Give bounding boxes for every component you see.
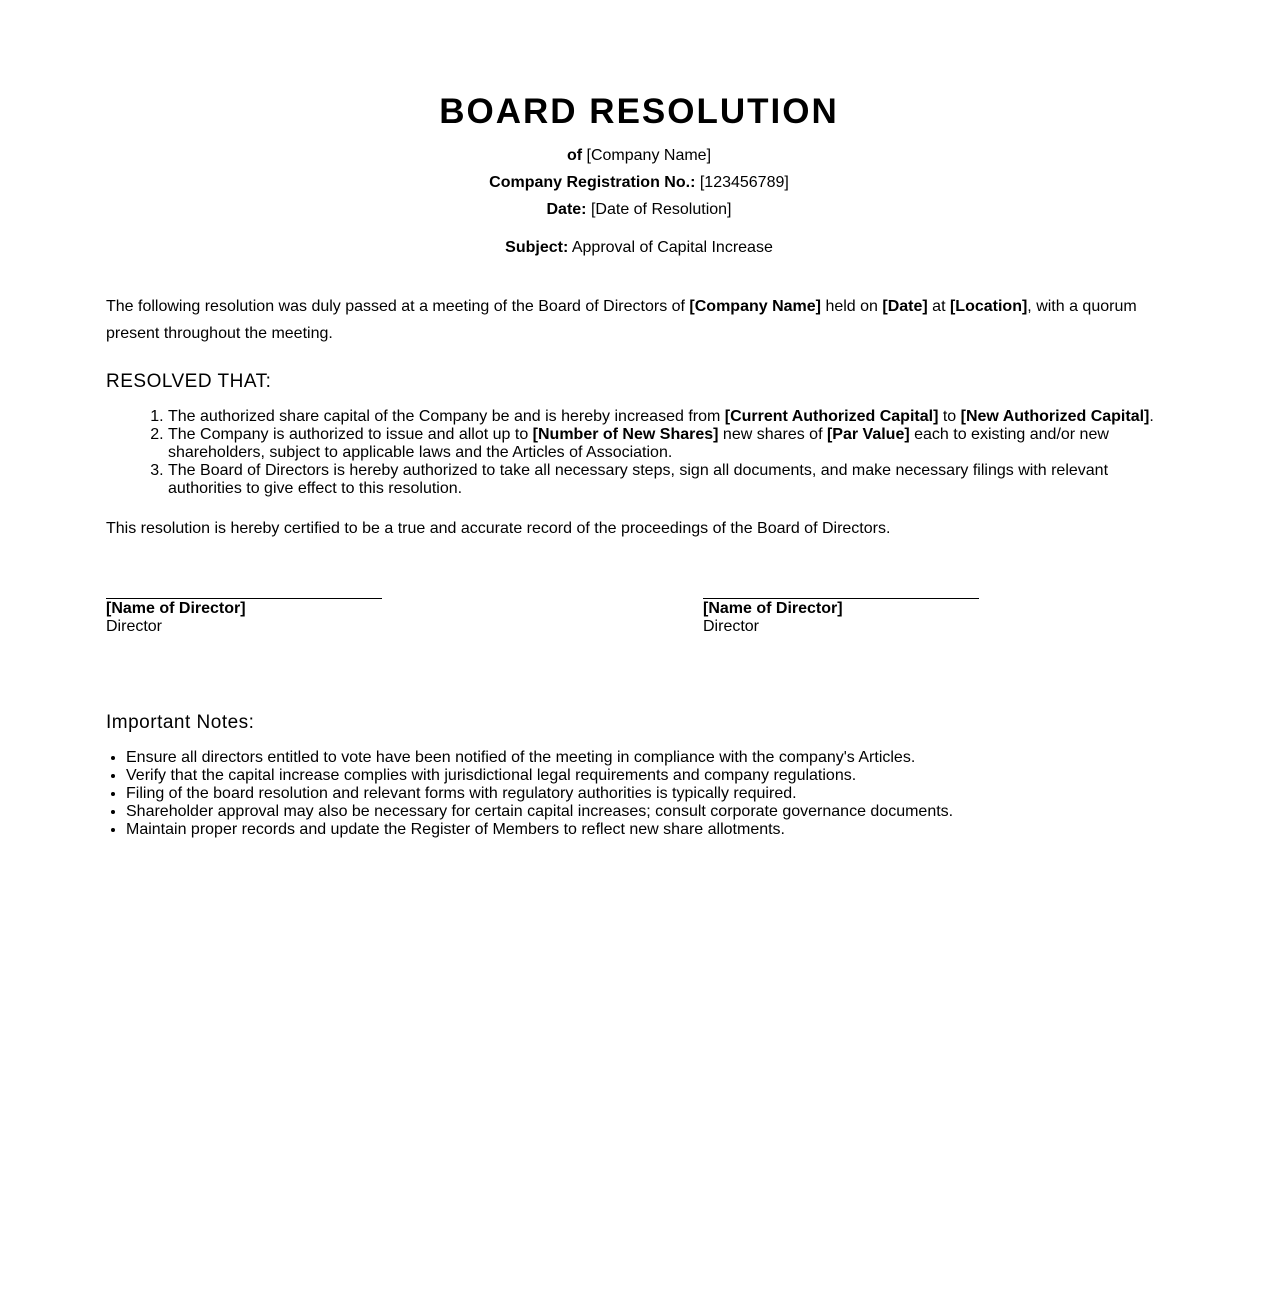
intro-text: The following resolution was duly passed at a meeting of the Board of Directors of <box>106 298 690 315</box>
notes-list <box>106 749 1166 839</box>
director-name: [Name of Director] <box>106 600 246 617</box>
intro-date: [Date] <box>882 298 928 315</box>
signature-line <box>106 581 382 599</box>
subject-line <box>0 238 1278 258</box>
resolution-item <box>168 408 1168 426</box>
intro-text: at <box>927 298 950 315</box>
note-item: • Filing of the board resolution and relevant forms with regulatory authorities is typically required. <box>126 785 1166 803</box>
signature-block-1 <box>106 581 382 636</box>
certification-statement: This resolution is hereby certified to be a true and accurate record of the proceedings of the Board of Directors. <box>106 520 891 537</box>
date-line <box>0 200 1278 220</box>
resolution-item <box>168 426 1168 462</box>
registration-label: Company Registration No.: <box>489 174 696 191</box>
director-role: Director <box>106 618 163 635</box>
resolution-placeholder: [Number of New Shares] <box>532 426 719 443</box>
resolution-text: to <box>938 408 961 425</box>
resolution-text: The authorized share capital of the Company be and is hereby increased from <box>168 408 725 425</box>
note-item: • Ensure all directors entitled to vote have been notified of the meeting in compliance with the company's Articles. <box>126 749 1166 767</box>
intro-paragraph <box>106 293 1166 347</box>
date-label: Date: <box>546 201 587 218</box>
registration-value: [123456789] <box>699 174 789 191</box>
note-item: • Maintain proper records and update the Register of Members to reflect new share allotments. <box>126 821 1166 839</box>
registration-line <box>0 173 1278 193</box>
intro-company: [Company Name] <box>689 298 821 315</box>
note-item: • Shareholder approval may also be necessary for certain capital increases; consult corporate governance documents. <box>126 803 1166 821</box>
signature-line <box>703 581 979 599</box>
resolution-list <box>106 408 1168 498</box>
intro-text: , with a quorum present throughout the meeting. <box>106 298 1137 342</box>
resolution-text: The Board of Directors is hereby authorized to take all necessary steps, sign all documents, and make necessary filings with relevant authorities to give effect to this resolution. <box>168 462 1109 497</box>
signature-block-2 <box>703 581 979 636</box>
director-role: Director <box>703 618 760 635</box>
subject-value: Approval of Capital Increase <box>571 239 773 256</box>
note-item: • Verify that the capital increase complies with jurisdictional legal requirements and company regulations. <box>126 767 1166 785</box>
document-title: BOARD RESOLUTION <box>439 92 839 131</box>
resolution-placeholder: [Current Authorized Capital] <box>724 408 939 425</box>
of-label: of <box>566 147 583 164</box>
intro-text: held on <box>821 298 883 315</box>
company-line <box>0 146 1278 166</box>
resolution-text: new shares of <box>718 426 827 443</box>
director-name: [Name of Director] <box>703 600 843 617</box>
subject-label: Subject: <box>505 239 569 256</box>
resolution-text: The Company is authorized to issue and allot up to <box>168 426 533 443</box>
resolution-text: each to existing and/or new shareholders, subject to applicable laws and the Articles of Association. <box>168 426 1109 461</box>
resolution-placeholder: [New Authorized Capital] <box>960 408 1150 425</box>
resolution-placeholder: [Par Value] <box>826 426 910 443</box>
resolved-heading: RESOLVED THAT: <box>106 371 272 392</box>
intro-location: [Location] <box>949 298 1028 315</box>
date-value: [Date of Resolution] <box>590 201 732 218</box>
company-name: [Company Name] <box>586 147 712 164</box>
notes-heading: Important Notes: <box>106 712 255 733</box>
resolution-item <box>168 462 1168 498</box>
resolution-text: . <box>1149 408 1154 425</box>
